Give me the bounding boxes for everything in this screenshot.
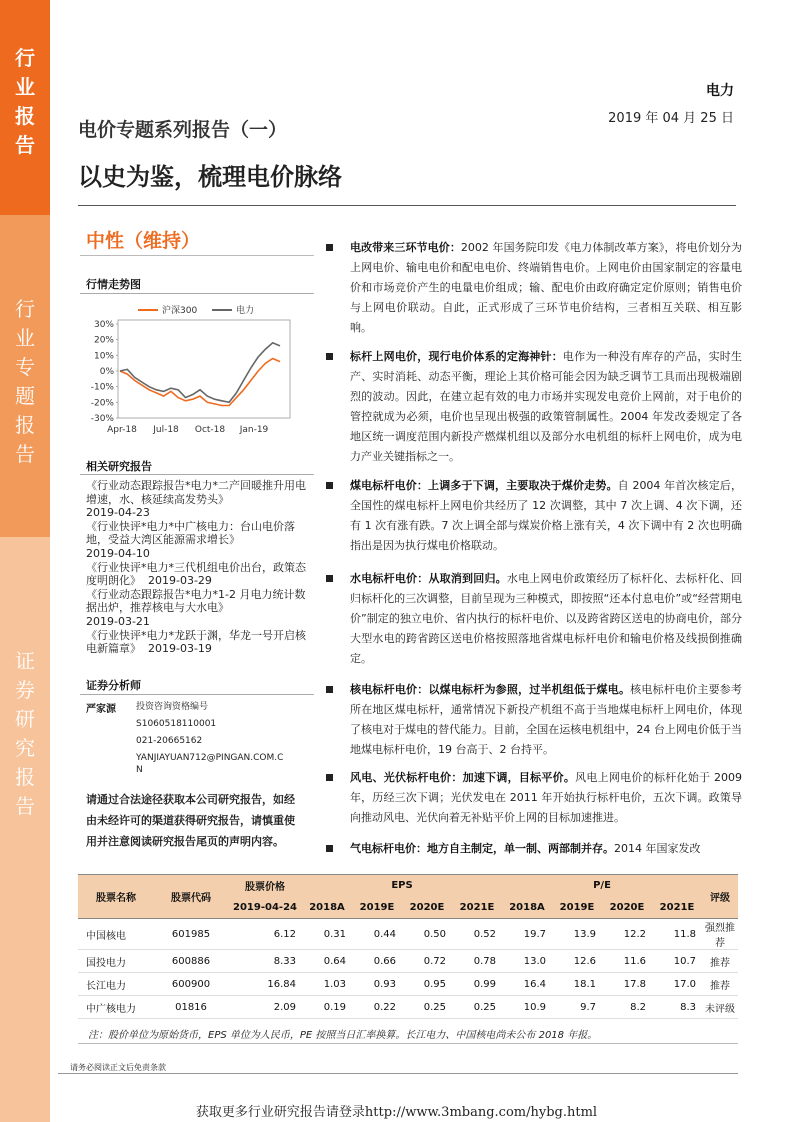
cell-eps: 0.93 [352, 973, 402, 996]
cell-pe: 13.0 [502, 950, 552, 973]
band-char: 业 [15, 326, 35, 350]
band-char: 证 [15, 649, 35, 673]
legal-notice: 请通过合法途径获取本公司研究报告，如经由未经许可的渠道获得研究报告，请慎重使用并注意阅读研究报告尾页的声明内容。 [86, 793, 295, 848]
bullet-square-icon [326, 244, 333, 251]
cell-eps: 0.95 [402, 973, 452, 996]
analyst-license-number: S1060518110001 [136, 719, 217, 729]
bullet-square-icon [326, 845, 333, 852]
chart-frame [118, 320, 290, 418]
cell-price: 16.84 [228, 973, 302, 996]
related-report-title: 《行业动态跟踪报告*电力*二产回暖推升用电增速，水、核延续高发势头》 [86, 479, 306, 506]
analyst-name: 严家源 [86, 704, 116, 715]
cell-eps: 0.64 [302, 950, 352, 973]
cell-eps: 0.78 [452, 950, 502, 973]
analyst-phone: 021-20665162 [136, 736, 203, 746]
cell-pe: 8.2 [602, 996, 652, 1019]
cell-eps: 0.22 [352, 996, 402, 1019]
key-point-heading: 标杆上网电价，现行电价体系的定海神针： [350, 350, 563, 363]
main-title: 以史为鉴，梳理电价脉络 [78, 163, 342, 191]
disclaimer: 请务必阅读正文后免责条款 [70, 1063, 166, 1072]
table-row [78, 919, 738, 950]
cell-pe: 19.7 [502, 919, 552, 950]
cell-pe: 18.1 [552, 973, 602, 996]
cell-eps: 0.99 [452, 973, 502, 996]
chart-series [120, 343, 280, 406]
series-line-hs300 [120, 359, 280, 406]
related-report-title: 《行业快评*电力*中广核电力：台山电价落地，受益大湾区能源需求增长》 [86, 519, 295, 547]
rating-divider [80, 255, 314, 256]
cell-rating: 强烈推荐 [702, 919, 738, 950]
related-report-title: 《行业快评*电力*三代机组电价出台，政策态度明朗化》 [86, 560, 306, 588]
key-point-heading: 风电、光伏标杆电价：加速下调，目标平价。 [350, 771, 576, 784]
cell-stock-name: 长江电力 [78, 973, 154, 996]
report-date: 2019 年 04 月 25 日 [608, 111, 734, 126]
related-report-item[interactable] [86, 479, 314, 520]
header-year: 2018A [302, 897, 352, 919]
cell-eps: 0.72 [402, 950, 452, 973]
cell-stock-code: 601985 [154, 919, 228, 950]
cell-price: 6.12 [228, 919, 302, 950]
related-report-item[interactable] [86, 588, 314, 629]
x-tick-label: Jan-19 [239, 425, 269, 435]
x-tick-label: Oct-18 [194, 425, 226, 435]
key-point [326, 680, 742, 760]
key-point [326, 476, 742, 556]
table-row [78, 996, 738, 1019]
series-title: 电价专题系列报告（一） [78, 119, 288, 141]
related-report-date: 2019-03-19 [148, 642, 212, 656]
analyst-heading: 证券分析师 [86, 679, 141, 692]
y-tick-label: 10% [93, 351, 114, 362]
band-char: 行 [15, 297, 35, 321]
cell-eps: 0.19 [302, 996, 352, 1019]
y-tick-label: 30% [93, 320, 114, 330]
header-stock-code: 股票代码 [154, 875, 228, 919]
header-rating: 评级 [702, 875, 738, 919]
table-note: 注：股价单位为原始货币，EPS 单位为人民币，PE 按照当日汇率换算。长江电力、中国核电尚未公布 2018 年报。 [88, 1030, 598, 1041]
y-tick-label: -20% [90, 398, 114, 409]
key-point-text: 自 2004 年首次核定后，全国性的煤电标杆上网电价共经历了 12 次调整，其中 7 次上调、4 次下调，还有 1 次有涨有跌。7 次上调全部与煤炭价格上涨有关，4 次下调中有 2 次也明确指出是因为执行煤电价格联动。 [350, 479, 742, 552]
header-stock-price: 股票价格 [228, 875, 302, 897]
band-char: 究 [15, 736, 35, 760]
cell-stock-name: 中国核电 [78, 919, 154, 950]
bullet-square-icon [326, 774, 333, 781]
analyst-qualification: 投资咨询资格编号 [136, 702, 209, 712]
footer-divider [58, 1073, 738, 1074]
cell-pe: 10.7 [652, 950, 702, 973]
key-point-heading: 水电标杆电价：从取消到回归。 [350, 572, 507, 585]
key-point [326, 238, 742, 338]
legend-label-power: 电力 [236, 306, 255, 316]
band-char: 告 [15, 794, 35, 818]
cell-pe: 17.8 [602, 973, 652, 996]
cell-pe: 8.3 [652, 996, 702, 1019]
header-pe: P/E [502, 875, 702, 897]
key-point [326, 347, 742, 467]
cell-pe: 12.6 [552, 950, 602, 973]
key-point-heading: 电改带来三环节电价： [350, 241, 461, 254]
table-divider [78, 1043, 738, 1044]
key-point-heading: 煤电标杆电价：上调多于下调，主要取决于煤价走势。 [350, 479, 618, 492]
cell-pe: 12.2 [602, 919, 652, 950]
cell-stock-name: 中广核电力 [78, 996, 154, 1019]
cell-eps: 0.44 [352, 919, 402, 950]
cell-pe: 16.4 [502, 973, 552, 996]
band-char: 研 [15, 707, 35, 731]
band-char: 报 [15, 413, 35, 437]
bullet-square-icon [326, 482, 333, 489]
cell-price: 8.33 [228, 950, 302, 973]
cell-stock-code: 600900 [154, 973, 228, 996]
band-industry-topic-report [0, 215, 50, 537]
table-row [78, 973, 738, 996]
key-point [326, 569, 742, 669]
rating: 中性（维持） [86, 230, 201, 252]
industry-label: 电力 [706, 83, 734, 99]
key-point [326, 839, 742, 859]
related-report-item[interactable] [86, 561, 314, 588]
header-year: 2018A [502, 897, 552, 919]
cell-stock-code: 600886 [154, 950, 228, 973]
key-point-text: 核电标杆电价主要参考所在地区煤电标杆，通常情况下新投产机组不高于当地煤电标杆上网电价，体现了核电对于煤电的替代能力。目前，全国在运核电机组中，24 台上网电价低于当地煤电标杆电价，19 台高于、2 台持平。 [350, 683, 743, 756]
related-report-date: 2019-03-21 [86, 614, 150, 628]
trend-divider [80, 293, 314, 294]
cell-pe: 13.9 [552, 919, 602, 950]
y-tick-label: -30% [90, 414, 114, 424]
band-char: 报 [15, 765, 35, 789]
band-char: 告 [15, 133, 35, 157]
cell-pe: 11.6 [602, 950, 652, 973]
header-stock-name: 股票名称 [78, 875, 154, 919]
header-price-date: 2019-04-24 [228, 897, 302, 919]
analyst-divider [80, 694, 314, 695]
header-year: 2019E [352, 897, 402, 919]
band-industry-report [0, 0, 50, 215]
key-point-text: 2014 年国家发改 [614, 842, 701, 855]
key-point-text: 风电上网电价的标杆化始于 2009 年，历经三次下调；光伏发电在 2011 年开始执行标杆电价，五次下调。政策导向推动风电、光伏向着无补贴平价上网的目标加速推进。 [350, 771, 742, 824]
related-report-date: 2019-04-23 [86, 506, 150, 520]
related-report-item[interactable] [86, 629, 314, 656]
legend-label-hs300: 沪深300 [162, 306, 198, 316]
cell-stock-name: 国投电力 [78, 950, 154, 973]
bullet-square-icon [326, 686, 333, 693]
header-year: 2020E [402, 897, 452, 919]
chart-axes [91, 320, 290, 435]
key-point-text: 水电上网电价政策经历了标杆化、去标杆化、回归标杆化的三次调整，目前呈现为三种模式，即按照“还本付息电价”或“经营期电价”制定的独立电价、省内执行的标杆电价、以及跨省跨区送电的协商电价，部分大型水电的跨省跨区送电价格按照落地省煤电标杆电价和输电价格及线损倒推确定。 [350, 572, 743, 665]
cell-stock-code: 01816 [154, 996, 228, 1019]
related-divider [80, 474, 314, 475]
key-point-heading: 核电标杆电价：以煤电标杆为参照，过半机组低于煤电。 [350, 683, 631, 696]
related-report-date: 2019-03-29 [148, 574, 212, 588]
cell-rating: 推荐 [702, 973, 738, 996]
cell-eps: 0.31 [302, 919, 352, 950]
cell-eps: 0.25 [452, 996, 502, 1019]
cell-price: 2.09 [228, 996, 302, 1019]
related-heading: 相关研究报告 [86, 460, 152, 473]
key-point-heading: 气电标杆电价：地方自主制定，单一制、两部制并存。 [350, 842, 614, 855]
cell-pe: 10.9 [502, 996, 552, 1019]
cell-pe: 17.0 [652, 973, 702, 996]
analyst-email[interactable]: YANJIAYUAN712@PINGAN.COM.C [136, 753, 284, 763]
footer-link-text[interactable]: 获取更多行业研究报告请登录http://www.3mbang.com/hybg.html [195, 1105, 598, 1120]
band-char: 报 [15, 104, 35, 128]
band-char: 券 [15, 678, 35, 702]
chart-legend [138, 304, 254, 316]
side-band [0, 0, 50, 1122]
key-point-text: 电作为一种没有库存的产品，实时生产、实时消耗、动态平衡，理论上其价格可能会因为缺乏调节工具而出现极端剧烈的波动。因此，在建立起有效的电力市场并实现发电竞价上网前，对于电价的管控就成为必须，电价也呈现出极强的政策管制属性。2004 年发改委规定了各地区统一调度范围内新投产燃煤机组以及部分水电机组的标杆上网电价，成为电力产业关键指标之一。 [350, 350, 743, 463]
cell-rating: 推荐 [702, 950, 738, 973]
cell-pe: 11.8 [652, 919, 702, 950]
related-report-list [86, 479, 314, 656]
table-row [78, 950, 738, 973]
band-char: 业 [15, 75, 35, 99]
x-tick-label: Jul-18 [153, 425, 179, 435]
band-securities-research-report [0, 537, 50, 1122]
header-year: 2021E [452, 897, 502, 919]
band-char: 告 [15, 442, 35, 466]
bullet-square-icon [326, 353, 333, 360]
header-eps: EPS [302, 875, 502, 897]
band-char: 专 [15, 355, 35, 379]
cell-eps: 0.50 [402, 919, 452, 950]
x-tick-label: Apr-18 [107, 425, 137, 435]
related-report-title: 《行业快评*电力*龙跃于渊，华龙一号开启核电新篇章》 [86, 628, 306, 656]
y-tick-label: -10% [90, 382, 114, 393]
stock-valuation-table [78, 874, 738, 1019]
cell-eps: 0.66 [352, 950, 402, 973]
cell-rating: 未评级 [702, 996, 738, 1019]
y-tick-label: 0% [99, 367, 114, 377]
header-year: 2020E [602, 897, 652, 919]
trend-heading: 行情走势图 [86, 278, 141, 291]
y-tick-label: 20% [93, 335, 114, 346]
header-year: 2019E [552, 897, 602, 919]
header-divider [78, 205, 736, 206]
cell-pe: 9.7 [552, 996, 602, 1019]
cell-eps: 0.52 [452, 919, 502, 950]
band-char: 行 [15, 46, 35, 70]
related-report-title: 《行业动态跟踪报告*电力*1-2 月电力统计数据出炉，推荐核电与大水电》 [86, 587, 306, 615]
performance-chart [80, 298, 314, 443]
band-char: 题 [15, 384, 35, 408]
cell-eps: 0.25 [402, 996, 452, 1019]
related-report-item[interactable] [86, 520, 314, 561]
table-header-row [78, 875, 738, 897]
key-point-text: 2002 年国务院印发《电力体制改革方案》，将电价划分为上网电价、输电电价和配电电价、终端销售电价。上网电价由国家制定的容量电价和市场竞价产生的电量电价组成；输、配电价由政府确定定价原则；销售电价与上网电价联动。自此，正式形成了三环节电价结构，三者相互关联、相互影响。 [350, 241, 743, 334]
key-point [326, 768, 742, 828]
related-report-date: 2019-04-10 [86, 546, 150, 560]
header-year: 2021E [652, 897, 702, 919]
cell-eps: 1.03 [302, 973, 352, 996]
analyst-email-tail[interactable]: N [136, 765, 143, 775]
bullet-square-icon [326, 575, 333, 582]
